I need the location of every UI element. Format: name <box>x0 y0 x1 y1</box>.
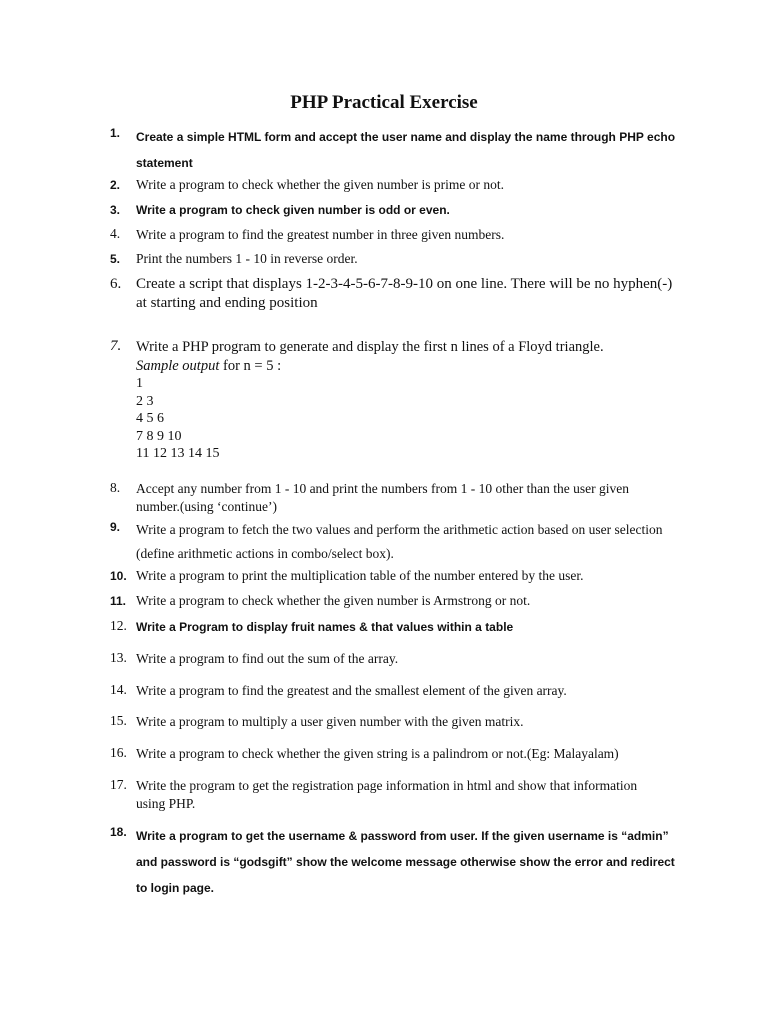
item-text: Write a program to get the username & password from user. If the given username is “admin” and password is “godsgift” show the welcome message otherwise show the error and redirect to login page. <box>136 829 675 895</box>
page-title: PHP Practical Exercise <box>290 92 478 113</box>
item-number: 16. <box>110 745 127 760</box>
item-text: Write a Program to display fruit names & that values within a table <box>136 620 514 634</box>
item-number: 4. <box>110 226 121 241</box>
item-text: Write a program to check given number is odd or even. <box>136 203 450 217</box>
item-text: Create a script that displays 1-2-3-4-5-6-7-8-9-10 on one line. There will be no hyphen(-) at starting and ending position <box>136 276 673 311</box>
item-number: 17. <box>110 777 127 792</box>
item-text: Write a program to find out the sum of the array. <box>136 651 399 666</box>
item-number: 2. <box>110 178 121 192</box>
item-text: Write a program to check whether the given number is Armstrong or not. <box>136 593 531 608</box>
item-number: 15. <box>110 713 127 728</box>
item-text: Write a program to fetch the two values and perform the arithmetic action based on user selection (define arithmetic actions in combo/select box). <box>136 522 663 561</box>
item-number: 6. <box>110 276 122 292</box>
item-text: Accept any number from 1 - 10 and print the numbers from 1 - 10 other than the user given number.(using ‘continue’) <box>136 481 629 514</box>
item-text: Write a program to check whether the given string is a palindrom or not.(Eg: Malayalam) <box>136 746 619 761</box>
item-text: Create a simple HTML form and accept the user name and display the name through PHP echo statement <box>136 130 676 170</box>
item-number: 11. <box>110 594 127 608</box>
item-text: Print the numbers 1 - 10 in reverse order. <box>136 251 358 266</box>
item-number: 14. <box>110 682 127 697</box>
item-number: 13. <box>110 650 127 665</box>
item-number: 12. <box>110 618 127 633</box>
item-text: Write a program to print the multiplication table of the number entered by the user. <box>136 568 584 583</box>
item-number: 10. <box>110 569 127 583</box>
item-number: 5. <box>110 252 121 266</box>
item-number: 9. <box>110 520 121 534</box>
item-text: Write a program to find the greatest number in three given numbers. <box>136 227 505 242</box>
item-number: 18. <box>110 825 127 839</box>
item-number: 1. <box>110 126 121 140</box>
item-text: Write a program to find the greatest and the smallest element of the given array. <box>136 683 567 698</box>
item-number: 3. <box>110 203 121 217</box>
item-number: 8. <box>110 480 121 495</box>
item-text: Write the program to get the registration page information in html and show that information using PHP. <box>136 778 638 811</box>
item-text: Write a PHP program to generate and display the first n lines of a Floyd triangle. Sample output for n = 5 : 1 2 3 4 5 6 7 8 9 10 11 12 13 14 15 <box>136 337 696 463</box>
item-text: Write a program to check whether the given number is prime or not. <box>136 177 504 192</box>
floyd-triangle-sample: 1 2 3 4 5 6 7 8 9 10 11 12 13 14 15 <box>136 376 220 461</box>
item-number: 7. <box>110 338 122 354</box>
item-text: Write a program to multiply a user given number with the given matrix. <box>136 714 524 729</box>
